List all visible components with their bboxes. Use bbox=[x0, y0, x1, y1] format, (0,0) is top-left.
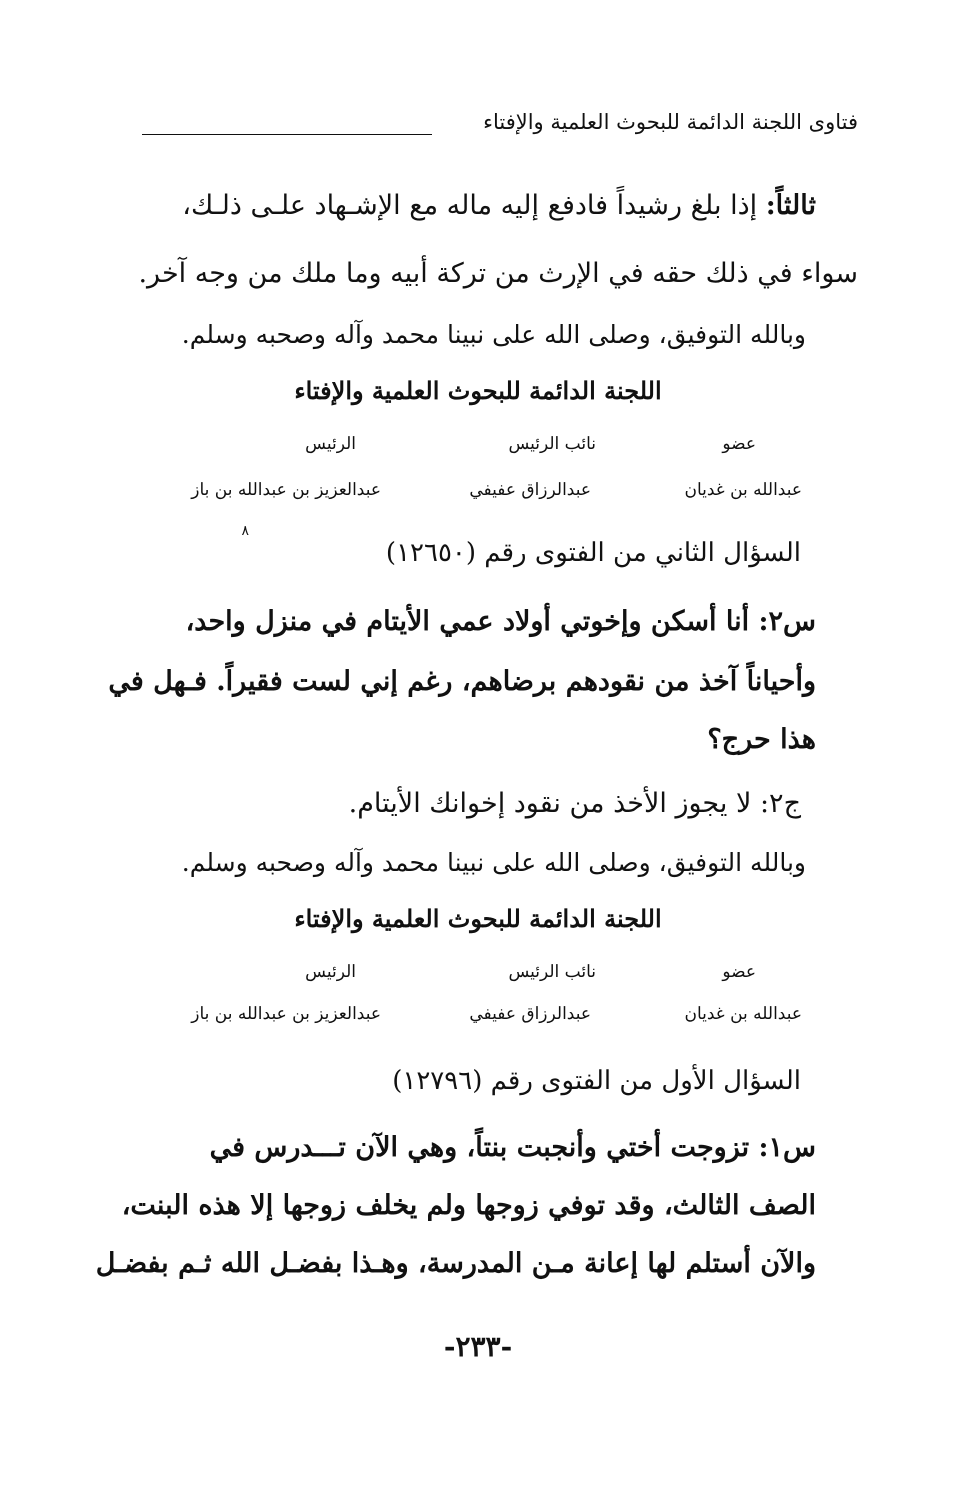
question-line: والآن أستلم لها إعانة مـن المدرسة، وهـذا بفضـل الله ثـم بفضـل bbox=[95, 1248, 816, 1279]
question-line: الصف الثالث، وقد توفي زوجها ولم يخلف زوجها إلا هذه البنت، bbox=[121, 1190, 816, 1221]
answer-line: ج٢: لا يجوز الأخذ من نقود إخوانك الأيتام. bbox=[348, 788, 801, 819]
signature-name: عبدالعزيز بن عبدالله بن باز bbox=[191, 1004, 381, 1024]
signature-name: عبدالرزاق عفيفي bbox=[469, 1004, 591, 1024]
question-line: س١: تزوجت أختي وأنجبت بنتاً، وهي الآن تـــدرس في bbox=[209, 1132, 816, 1163]
question-line: س٢: أنا أسكن وإخوتي أولاد عمي الأيتام في منزل واحد، bbox=[185, 606, 816, 637]
paragraph-line bbox=[140, 190, 816, 221]
signature-role: نائب الرئيس bbox=[508, 962, 596, 982]
signature-name: عبدالله بن غديان bbox=[684, 1004, 802, 1024]
committee-title: اللجنة الدائمة للبحوث العلمية والإفتاء bbox=[294, 904, 662, 933]
signature-name: عبدالعزيز بن عبدالله بن باز bbox=[191, 480, 381, 500]
question-line: وأحياناً آخذ من نقودهم برضاهم، رغم إني لست فقيراً. فـهل في bbox=[108, 666, 816, 697]
signature-name: عبدالرزاق عفيفي bbox=[469, 480, 591, 500]
committee-title: اللجنة الدائمة للبحوث العلمية والإفتاء bbox=[294, 376, 662, 405]
signature-role: الرئيس bbox=[305, 962, 356, 982]
signature-role: عضو bbox=[722, 434, 756, 454]
question-line: هذا حرج؟ bbox=[707, 724, 816, 755]
line-text: إذا بلغ رشيداً فادفع إليه ماله مع الإشـهاد علـى ذلـك، bbox=[182, 190, 766, 221]
closing-line: وبالله التوفيق، وصلى الله على نبينا محمد وآله وصحبه وسلم. bbox=[181, 848, 806, 877]
question-heading: السؤال الثاني من الفتوى رقم (١٢٦٥٠) bbox=[385, 538, 801, 568]
marginal-mark: ٨ bbox=[241, 523, 249, 539]
item-lead: ثالثاً: bbox=[765, 190, 816, 221]
signature-name: عبدالله بن غديان bbox=[684, 480, 802, 500]
signature-role: الرئيس bbox=[305, 434, 356, 454]
signature-role: نائب الرئيس bbox=[508, 434, 596, 454]
question-heading: السؤال الأول من الفتوى رقم (١٢٧٩٦) bbox=[392, 1066, 801, 1096]
closing-line: وبالله التوفيق، وصلى الله على نبينا محمد وآله وصحبه وسلم. bbox=[181, 320, 806, 349]
signature-role: عضو bbox=[722, 962, 756, 982]
paragraph-line: سواء في ذلك حقه في الإرث من تركة أبيه وما ملك من وجه آخر. bbox=[138, 258, 858, 289]
header-rule bbox=[142, 134, 432, 135]
page-number: -٢٣٣- bbox=[443, 1330, 513, 1363]
running-header: فتاوى اللجنة الدائمة للبحوث العلمية والإفتاء bbox=[483, 110, 858, 134]
